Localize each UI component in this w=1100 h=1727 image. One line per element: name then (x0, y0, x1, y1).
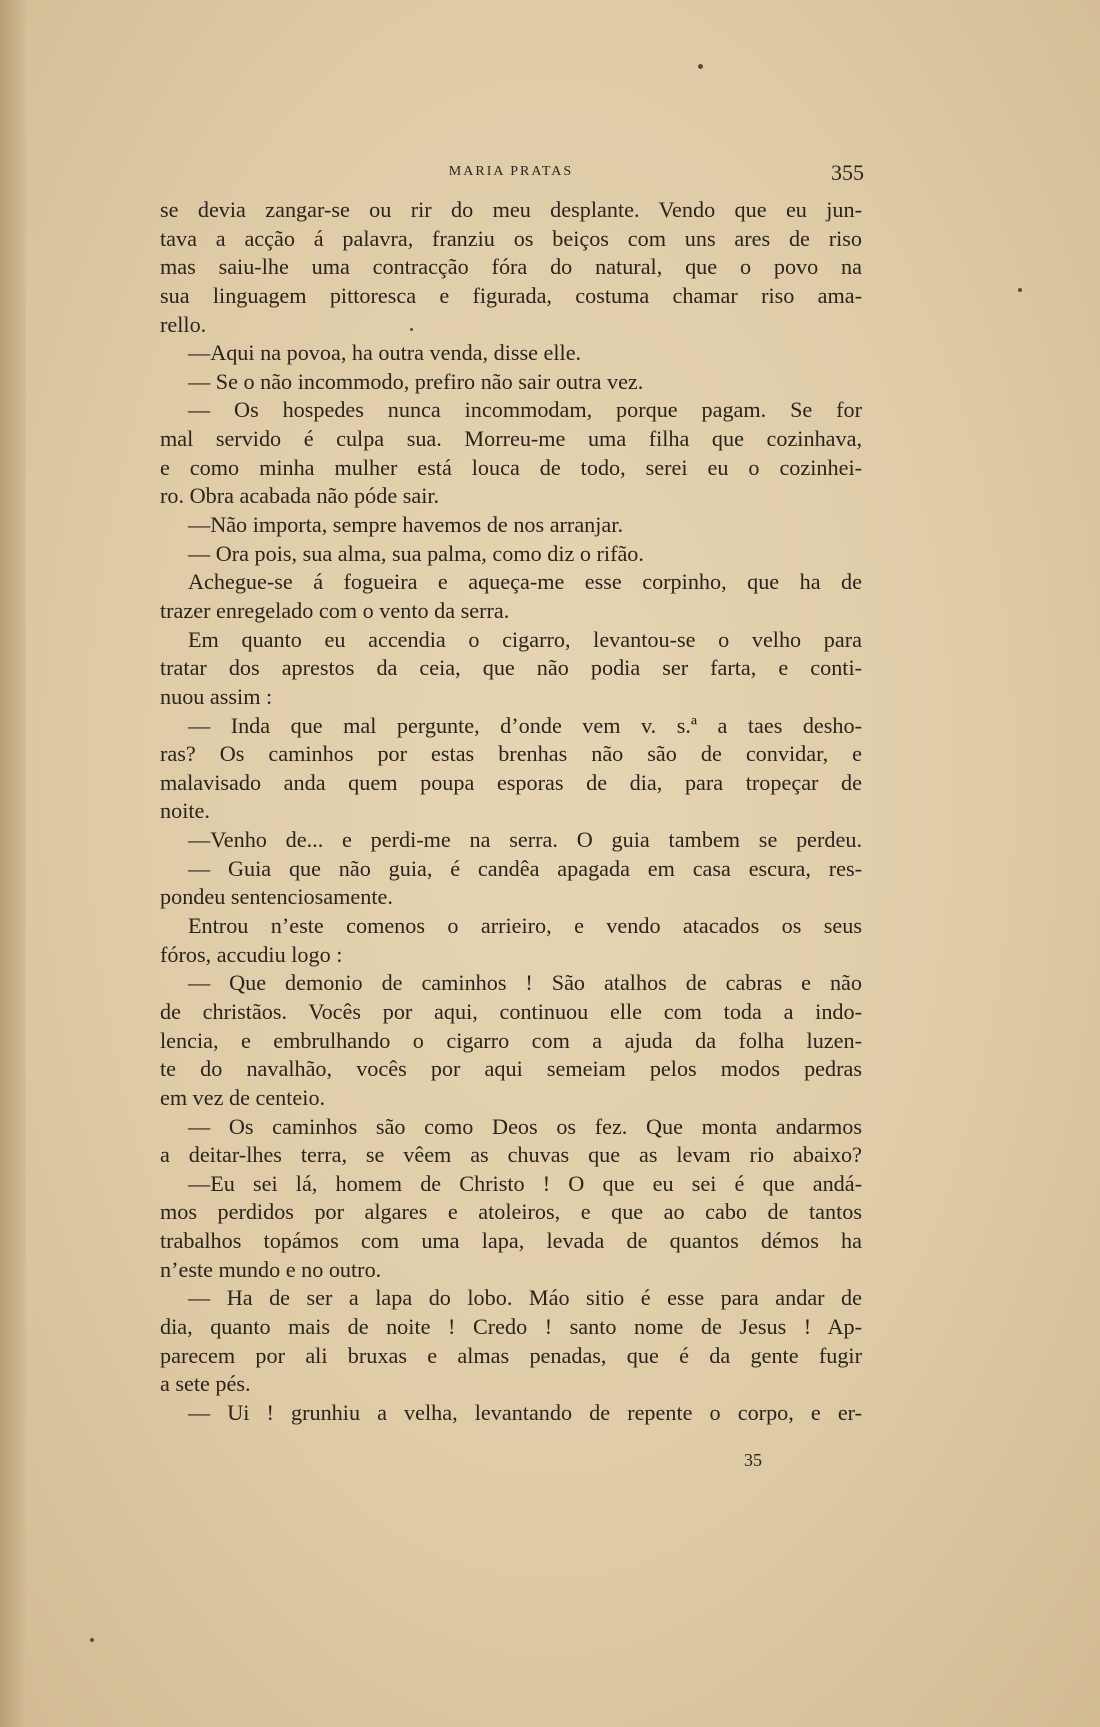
text-line: mos perdidos por algares e atoleiros, e que ao cabo de tantos (160, 1199, 862, 1225)
text-line: tratar dos aprestos da ceia, que não podia ser farta, e conti- (160, 655, 862, 681)
text-line: —Aqui na povoa, ha outra venda, disse elle. (188, 340, 582, 366)
paper-speck (698, 64, 703, 69)
text-line: n’este mundo e no outro. (160, 1256, 382, 1282)
text-line: —Venho de... e perdi-me na serra. O guia tambem se perdeu. (188, 827, 862, 853)
page-gutter-shadow (0, 0, 26, 1727)
signature-mark: 35 (744, 1450, 762, 1470)
page-number: 355 (831, 160, 864, 185)
text-line: ras? Os caminhos por estas brenhas não são de convidar, e (160, 741, 862, 767)
text-line: —Eu sei lá, homem de Christo ! O que eu sei é que andá- (188, 1170, 862, 1196)
text-line: fóros, accudiu logo : (160, 941, 343, 967)
text-line: sua linguagem pittoresca e figurada, costuma chamar riso ama- (160, 282, 862, 308)
text-line: — Os hospedes nunca incommodam, porque pagam. Se for (188, 397, 862, 423)
text-line: de christãos. Vocês por aqui, continuou elle com toda a indo- (160, 998, 862, 1024)
text-line: noite. (160, 798, 210, 824)
text-line: mal servido é culpa sua. Morreu-me uma filha que cozinhava, (160, 426, 862, 452)
text-line: tava a acção á palavra, franziu os beiços com uns ares de riso (160, 225, 862, 251)
text-line: — Ha de ser a lapa do lobo. Máo sitio é esse para andar de (188, 1285, 862, 1311)
text-line: — Que demonio de caminhos ! São atalhos de cabras e não (188, 970, 862, 996)
text-line: malavisado anda quem poupa esporas de dia, para tropeçar de (160, 769, 862, 795)
text-line: — Inda que mal pergunte, d’onde vem v. s.ª a taes desho- (188, 712, 862, 738)
text-line: a sete pés. (160, 1371, 251, 1397)
text-line: — Os caminhos são como Deos os fez. Que monta andarmos (188, 1113, 862, 1139)
text-line: trabalhos topámos com uma lapa, levada de quantos démos ha (160, 1228, 862, 1254)
text-line: rello. (160, 311, 207, 337)
text-line: em vez de centeio. (160, 1084, 326, 1110)
text-line: e como minha mulher está louca de todo, serei eu o cozinhei- (160, 454, 862, 480)
text-line: ro. Obra acabada não póde sair. (160, 483, 440, 509)
text-line: trazer enregelado com o vento da serra. (160, 597, 510, 623)
running-head-title: MARIA PRATAS (448, 164, 574, 179)
body-text (160, 196, 862, 1428)
text-line: — Ui ! grunhiu a velha, levantando de repente o corpo, e er- (188, 1399, 862, 1425)
text-line: pondeu sentenciosamente. (160, 884, 393, 910)
text-line: lencia, e embrulhando o cigarro com a ajuda da folha luzen- (160, 1027, 862, 1053)
running-head (158, 160, 864, 186)
paper-speck (90, 1638, 94, 1642)
text-line: te do navalhão, vocês por aqui semeiam pelos modos pedras (160, 1056, 862, 1082)
text-line: —Não importa, sempre havemos de nos arranjar. (188, 512, 623, 538)
text-line: Entrou n’este comenos o arrieiro, e vendo atacados os seus (188, 913, 862, 939)
text-line: — Se o não incommodo, prefiro não sair outra vez. (188, 368, 644, 394)
text-line: nuou assim : (160, 683, 273, 709)
text-line: mas saiu-lhe uma contracção fóra do natural, que o povo na (160, 254, 862, 280)
text-line: Achegue-se á fogueira e aqueça-me esse corpinho, que ha de (188, 569, 862, 595)
text-line: parecem por ali bruxas e almas penadas, que é da gente fugir (160, 1342, 862, 1368)
paper-speck (410, 328, 413, 331)
text-line: dia, quanto mais de noite ! Credo ! santo nome de Jesus ! Ap- (160, 1313, 862, 1339)
text-line: — Guia que não guia, é candêa apagada em casa escura, res- (188, 855, 862, 881)
paper-speck (1018, 288, 1022, 292)
text-line: se devia zangar-se ou rir do meu desplante. Vendo que eu jun- (160, 197, 862, 222)
text-line: Em quanto eu accendia o cigarro, levantou-se o velho para (188, 626, 862, 652)
text-line: — Ora pois, sua alma, sua palma, como diz o rifão. (188, 540, 644, 566)
text-line: a deitar-lhes terra, se vêem as chuvas que as levam rio abaixo? (160, 1142, 862, 1168)
